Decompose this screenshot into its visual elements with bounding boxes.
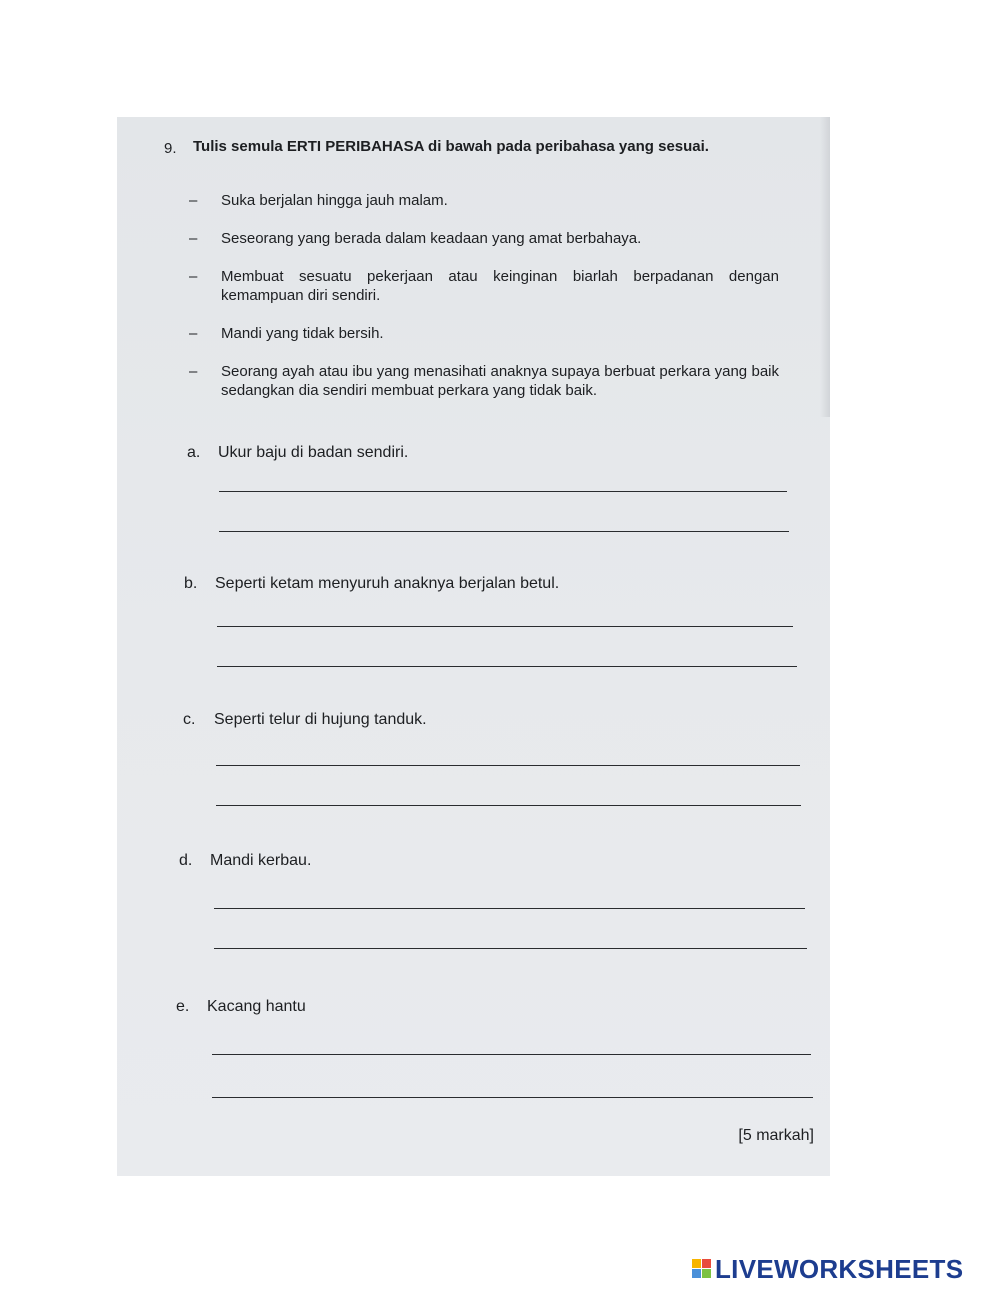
proverb-letter: c.: [183, 711, 196, 728]
meaning-text: Seorang ayah atau ibu yang menasihati anaknya supaya berbuat perkara yang baik sedangkan dia sendiri membuat perkara yang tidak baik.: [221, 363, 779, 399]
list-dash: –: [189, 268, 198, 285]
proverb-text: Seperti ketam menyuruh anaknya berjalan betul.: [215, 575, 560, 592]
logo-square: [702, 1269, 711, 1278]
answer-line-d2[interactable]: [214, 948, 807, 949]
answer-line-c1[interactable]: [216, 765, 800, 766]
brand-name: LIVEWORKSHEETS: [715, 1253, 964, 1284]
meaning-item: [189, 191, 779, 210]
answer-line-b2[interactable]: [217, 666, 797, 667]
question-instruction: Tulis semula ERTI PERIBAHASA di bawah pada peribahasa yang sesuai.: [193, 138, 709, 155]
meaning-text: Membuat sesuatu pekerjaan atau keinginan biarlah berpadanan dengan kemampuan diri sendiri.: [221, 268, 779, 304]
proverb-c: [183, 710, 427, 730]
proverb-text: Kacang hantu: [207, 998, 306, 1015]
page-edge-shadow: [820, 117, 830, 417]
proverb-text: Mandi kerbau.: [210, 852, 312, 869]
list-dash: –: [189, 325, 198, 342]
meaning-text: Seseorang yang berada dalam keadaan yang amat berbahaya.: [221, 230, 642, 247]
meaning-text: Suka berjalan hingga jauh malam.: [221, 192, 448, 209]
question-number: 9.: [164, 140, 177, 157]
logo-square: [692, 1259, 701, 1268]
meaning-list: [189, 191, 779, 419]
proverb-a: [187, 443, 408, 463]
liveworksheets-logo-icon: [692, 1259, 712, 1279]
meaning-item: [189, 324, 779, 343]
list-dash: –: [189, 363, 198, 380]
list-dash: –: [189, 230, 198, 247]
answer-line-e2[interactable]: [212, 1097, 813, 1098]
answer-line-a2[interactable]: [219, 531, 789, 532]
proverb-letter: b.: [184, 575, 198, 592]
worksheet-page: [117, 117, 830, 1176]
proverb-text: Ukur baju di badan sendiri.: [218, 444, 409, 461]
answer-line-a1[interactable]: [219, 491, 787, 492]
meaning-item: [189, 267, 779, 305]
list-dash: –: [189, 192, 198, 209]
answer-line-d1[interactable]: [214, 908, 805, 909]
logo-square: [692, 1269, 701, 1278]
logo-square: [702, 1259, 711, 1268]
liveworksheets-branding: [692, 1253, 964, 1284]
proverb-b: [184, 574, 559, 594]
answer-line-e1[interactable]: [212, 1054, 811, 1055]
proverb-e: [176, 997, 306, 1017]
meaning-item: [189, 229, 779, 248]
answer-line-c2[interactable]: [216, 805, 801, 806]
proverb-letter: a.: [187, 444, 201, 461]
marks-label: [5 markah]: [738, 1127, 814, 1144]
proverb-letter: d.: [179, 852, 193, 869]
proverb-d: [179, 851, 311, 871]
meaning-item: [189, 362, 779, 400]
meaning-text: Mandi yang tidak bersih.: [221, 325, 384, 342]
proverb-letter: e.: [176, 998, 190, 1015]
question-heading: [164, 137, 784, 156]
proverb-text: Seperti telur di hujung tanduk.: [214, 711, 427, 728]
answer-line-b1[interactable]: [217, 626, 793, 627]
